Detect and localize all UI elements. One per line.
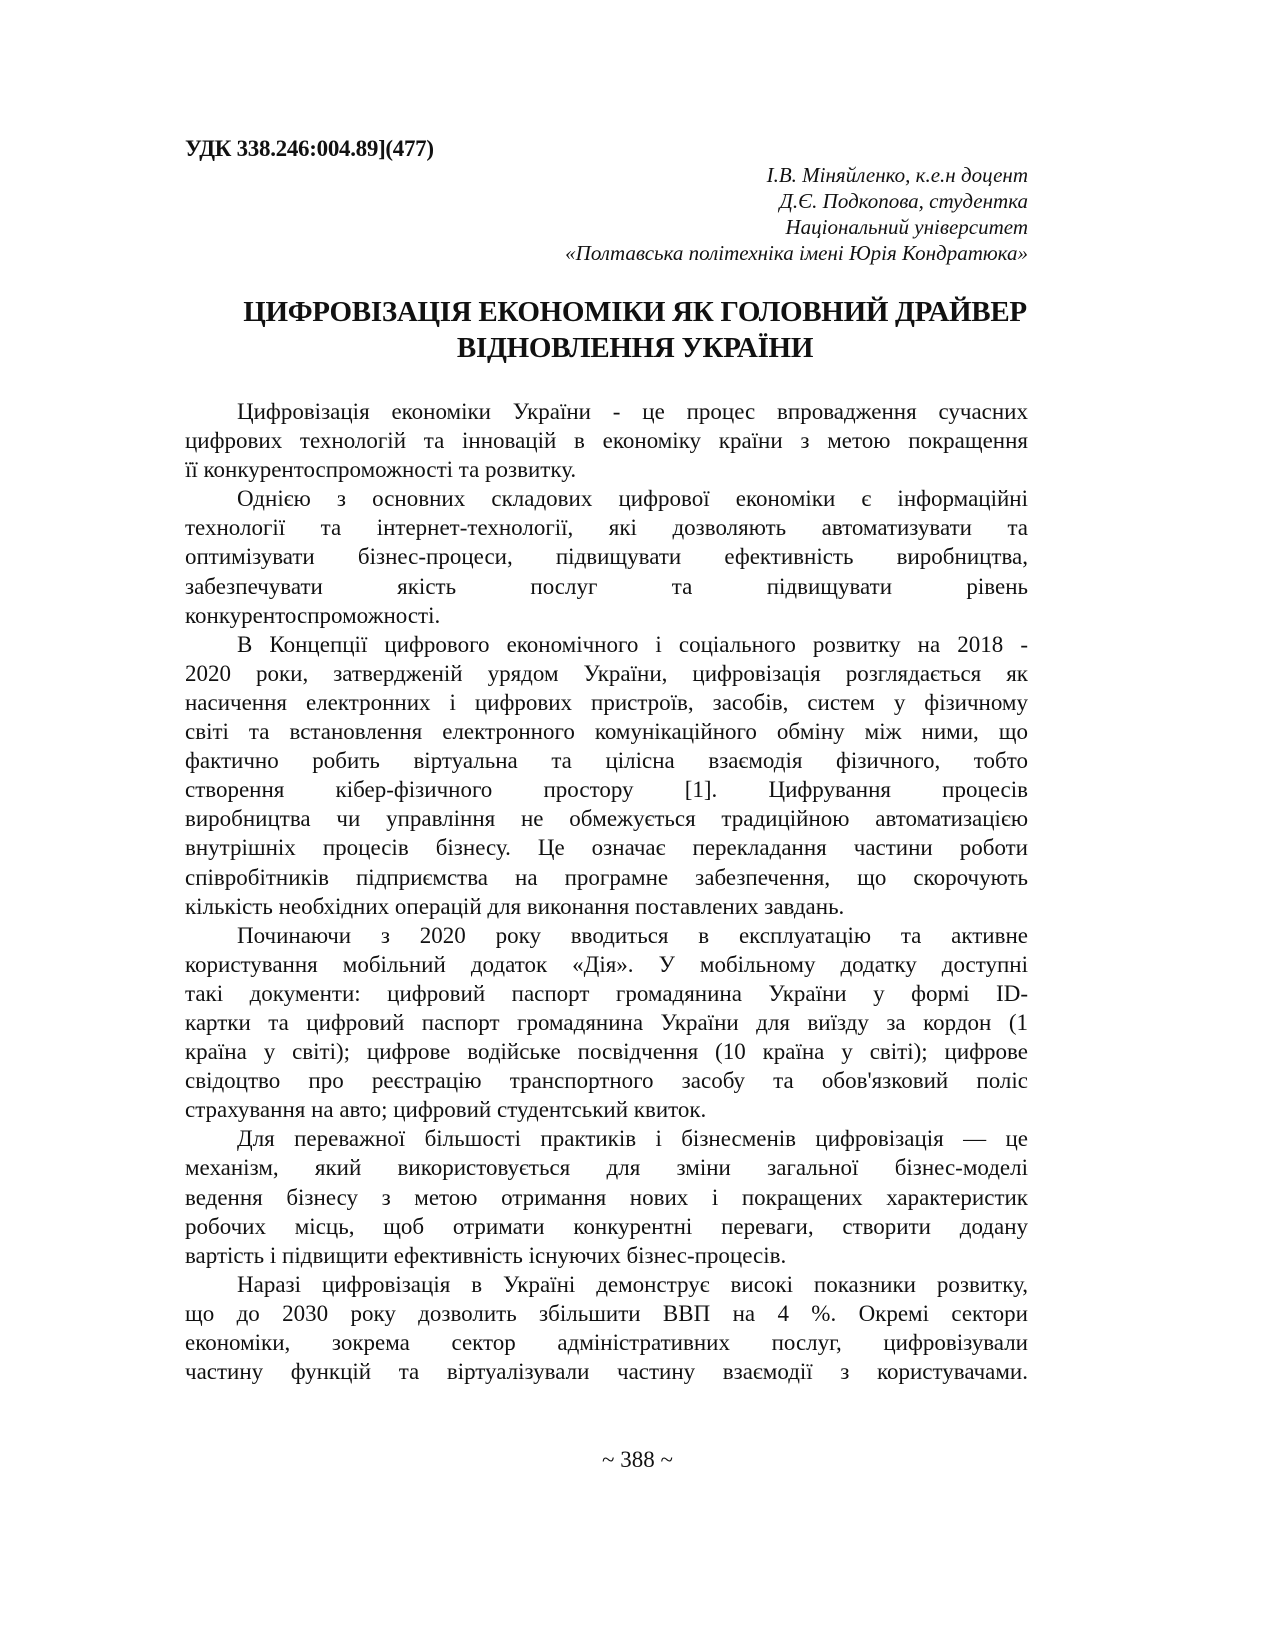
text-line: кількість необхідних операцій для виконання поставлених завдань.: [185, 893, 845, 919]
udc-code: УДК 338.246:004.89](477): [185, 136, 434, 161]
paragraph: [185, 484, 1028, 629]
text-line: що до 2030 року дозволить збільшити ВВП на 4 %. Окремі сектори: [185, 1300, 1028, 1326]
text-line: виробництва чи управління не обмежується традиційною автоматизацією: [185, 806, 1028, 832]
paragraph: [185, 397, 1028, 484]
article-title: [150, 294, 1120, 366]
affiliation-1: Національний університет: [785, 215, 1028, 239]
text-line: свідоцтво про реєстрацію транспортного засобу та обов'язковий поліс: [185, 1068, 1028, 1094]
paragraph: [185, 921, 1028, 1125]
text-line: забезпечувати якість послуг та підвищувати рівень: [185, 573, 1028, 599]
text-line: оптимізувати бізнес-процеси, підвищувати ефективність виробництва,: [185, 544, 1028, 570]
text-line: технології та інтернет-технології, які дозволяють автоматизувати та: [185, 515, 1028, 541]
article-body: [185, 397, 1028, 1386]
paragraph: [185, 630, 1028, 921]
text-line: економіки, зокрема сектор адміністративних послуг, цифровізували: [185, 1330, 1028, 1355]
affiliation-2: «Полтавська політехніка імені Юрія Кондратюка»: [565, 241, 1028, 265]
text-line: насичення електронних і цифрових пристроїв, засобів, систем у фізичному: [185, 689, 1028, 715]
text-line: конкурентоспроможності.: [185, 602, 441, 628]
text-line: ведення бізнесу з метою отримання нових і покращених характеристик: [185, 1184, 1028, 1210]
text-line: створення кібер-фізичного простору [1]. Цифрування процесів: [185, 777, 1028, 803]
text-line: механізм, який використовується для зміни загальної бізнес-моделі: [185, 1155, 1028, 1181]
text-line: Починаючи з 2020 року вводиться в експлуатацію та активне: [237, 922, 1028, 948]
page-number: ~ 388 ~: [602, 1447, 673, 1472]
text-line: частину функцій та віртуалізували частину взаємодії з користувачами.: [185, 1359, 1028, 1385]
author-1: І.В. Міняйленко, к.е.н доцент: [766, 163, 1028, 187]
text-line: Цифровізація економіки України - це процес впровадження сучасних: [237, 399, 1028, 424]
text-line: співробітників підприємства на програмне забезпечення, що скорочують: [185, 864, 1028, 890]
text-line: 2020 роки, затвердженій урядом України, цифровізація розглядається як: [185, 660, 1028, 686]
author-2: Д.Є. Подкопова, студентка: [779, 189, 1028, 213]
text-line: такі документи: цифровий паспорт громадянина України у формі ID-: [185, 980, 1028, 1006]
text-line: користування мобільний додаток «Дія». У мобільному додатку доступні: [185, 951, 1028, 977]
text-line: вартість і підвищити ефективність існуючих бізнес-процесів.: [185, 1242, 787, 1268]
paragraph: [185, 1270, 1028, 1386]
paragraph: [185, 1124, 1028, 1269]
text-line: робочих місць, щоб отримати конкурентні переваги, створити додану: [185, 1213, 1028, 1239]
text-line: Для переважної більшості практиків і бізнесменів цифровізація — це: [237, 1126, 1028, 1152]
title-line: ЦИФРОВІЗАЦІЯ ЕКОНОМІКИ ЯК ГОЛОВНИЙ ДРАЙВЕР: [243, 296, 1027, 328]
text-line: країна у світі); цифрове водійське посвідчення (10 країна у світі); цифрове: [185, 1039, 1028, 1065]
text-line: В Концепції цифрового економічного і соціального розвитку на 2018 -: [237, 631, 1028, 657]
text-line: внутрішніх процесів бізнесу. Це означає перекладання частини роботи: [185, 835, 1028, 861]
text-line: картки та цифровий паспорт громадянина України для виїзду за кордон (1: [185, 1009, 1028, 1035]
text-line: цифрових технологій та інновацій в економіку країни з метою покращення: [185, 428, 1028, 454]
text-line: її конкурентоспроможності та розвитку.: [185, 457, 577, 483]
title-line: ВІДНОВЛЕННЯ УКРАЇНИ: [456, 332, 814, 364]
text-line: страхування на авто; цифровий студентський квиток.: [185, 1097, 707, 1123]
text-line: світі та встановлення електронного комунікаційного обміну між ними, що: [185, 719, 1028, 745]
author-block: [565, 162, 1028, 266]
text-line: фактично робить віртуальна та цілісна взаємодія фізичного, тобто: [185, 748, 1028, 774]
text-line: Однією з основних складових цифрової економіки є інформаційні: [237, 486, 1028, 512]
text-line: Наразі цифровізація в Україні демонструє високі показники розвитку,: [237, 1271, 1028, 1297]
